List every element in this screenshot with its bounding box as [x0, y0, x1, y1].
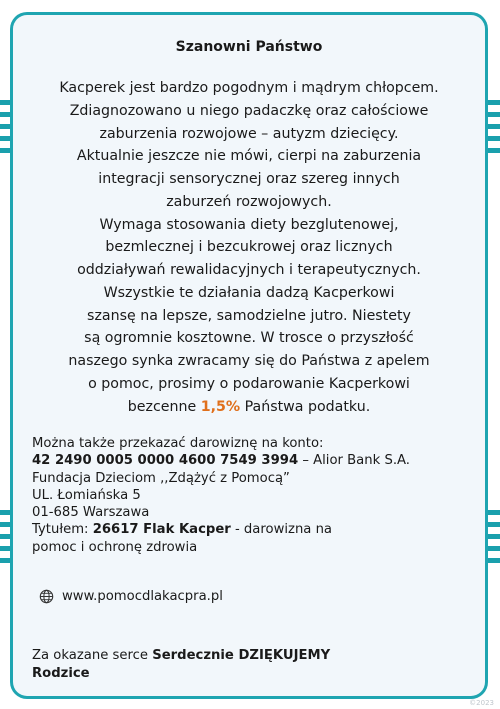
website-row	[39, 589, 223, 604]
appeal-line: są ogromnie kosztowne. W trosce o przyszłość	[84, 330, 414, 347]
thanks-prefix: Za okazane serce	[32, 648, 153, 663]
appeal-last-line	[39, 396, 459, 419]
appeal-last-suffix: Państwa podatku.	[240, 398, 371, 415]
appeal-line: Zdiagnozowano u niego padaczkę oraz całościowe	[69, 102, 429, 119]
tax-percentage: 1,5%	[200, 398, 241, 415]
appeal-line: o pomoc, prosimy o podarowanie Kacperkowi	[88, 375, 410, 392]
website-link[interactable]: www.pomocdlakacpra.pl	[62, 589, 223, 604]
signature-text: Rodzice	[32, 665, 90, 681]
thanks-bold: Serdecznie DZIĘKUJEMY	[152, 648, 331, 663]
signature	[32, 665, 330, 683]
transfer-title-suffix: - darowizna na	[230, 522, 333, 538]
bank-account-line	[32, 452, 465, 469]
appeal-line: integracji sensorycznej oraz szereg innych	[98, 171, 400, 187]
transfer-title-line2: pomoc i ochronę zdrowia	[32, 539, 198, 555]
foundation-street: UL. Łomiańska 5	[32, 487, 141, 503]
appeal-line: Kacperek jest bardzo pogodnym i mądrym chłopcem.	[59, 80, 439, 96]
appeal-text	[39, 77, 459, 418]
thanks-line	[32, 647, 330, 665]
transfer-title-code: 26617 Flak Kacper	[92, 522, 231, 538]
appeal-line: Wymaga stosowania diety bezglutenowej,	[99, 216, 399, 233]
appeal-line: Wszystkie te działania dadzą Kacperkowi	[103, 284, 395, 301]
appeal-line: bezmlecznej i bezcukrowej oraz licznych	[105, 239, 393, 256]
globe-icon	[39, 589, 54, 604]
donation-intro: Można także przekazać darowiznę na konto:	[32, 436, 324, 451]
transfer-title-line	[32, 521, 465, 538]
appeal-line: szansę na lepsze, samodzielne jutro. Niestety	[87, 307, 411, 324]
appeal-line: Aktualnie jeszcze nie mówi, cierpi na zaburzenia	[76, 148, 422, 165]
foundation-city: 01-685 Warszawa	[32, 505, 150, 521]
copyright-note: ©2023	[469, 699, 494, 707]
appeal-line: naszego synka zwracamy się do Państwa z apelem	[68, 353, 430, 369]
foundation-name: Fundacja Dzieciom ,,Zdążyć z Pomocą”	[32, 470, 290, 486]
appeal-line: zaburzeń rozwojowych.	[166, 193, 332, 210]
donation-details	[32, 435, 465, 556]
appeal-last-prefix: bezcenne	[127, 398, 201, 415]
thanks-section	[32, 647, 330, 682]
appeal-line: oddziaływań rewalidacyjnych i terapeutycznych.	[77, 262, 421, 278]
transfer-title-prefix: Tytułem:	[32, 522, 93, 538]
bank-name: – Alior Bank S.A.	[298, 453, 410, 469]
account-number: 42 2490 0005 0000 4600 7549 3994	[32, 453, 299, 469]
appeal-line: zaburzenia rozwojowe – autyzm dziecięcy.	[99, 125, 399, 142]
letter-card	[13, 15, 485, 696]
letter-title: Szanowni Państwo	[175, 39, 323, 55]
